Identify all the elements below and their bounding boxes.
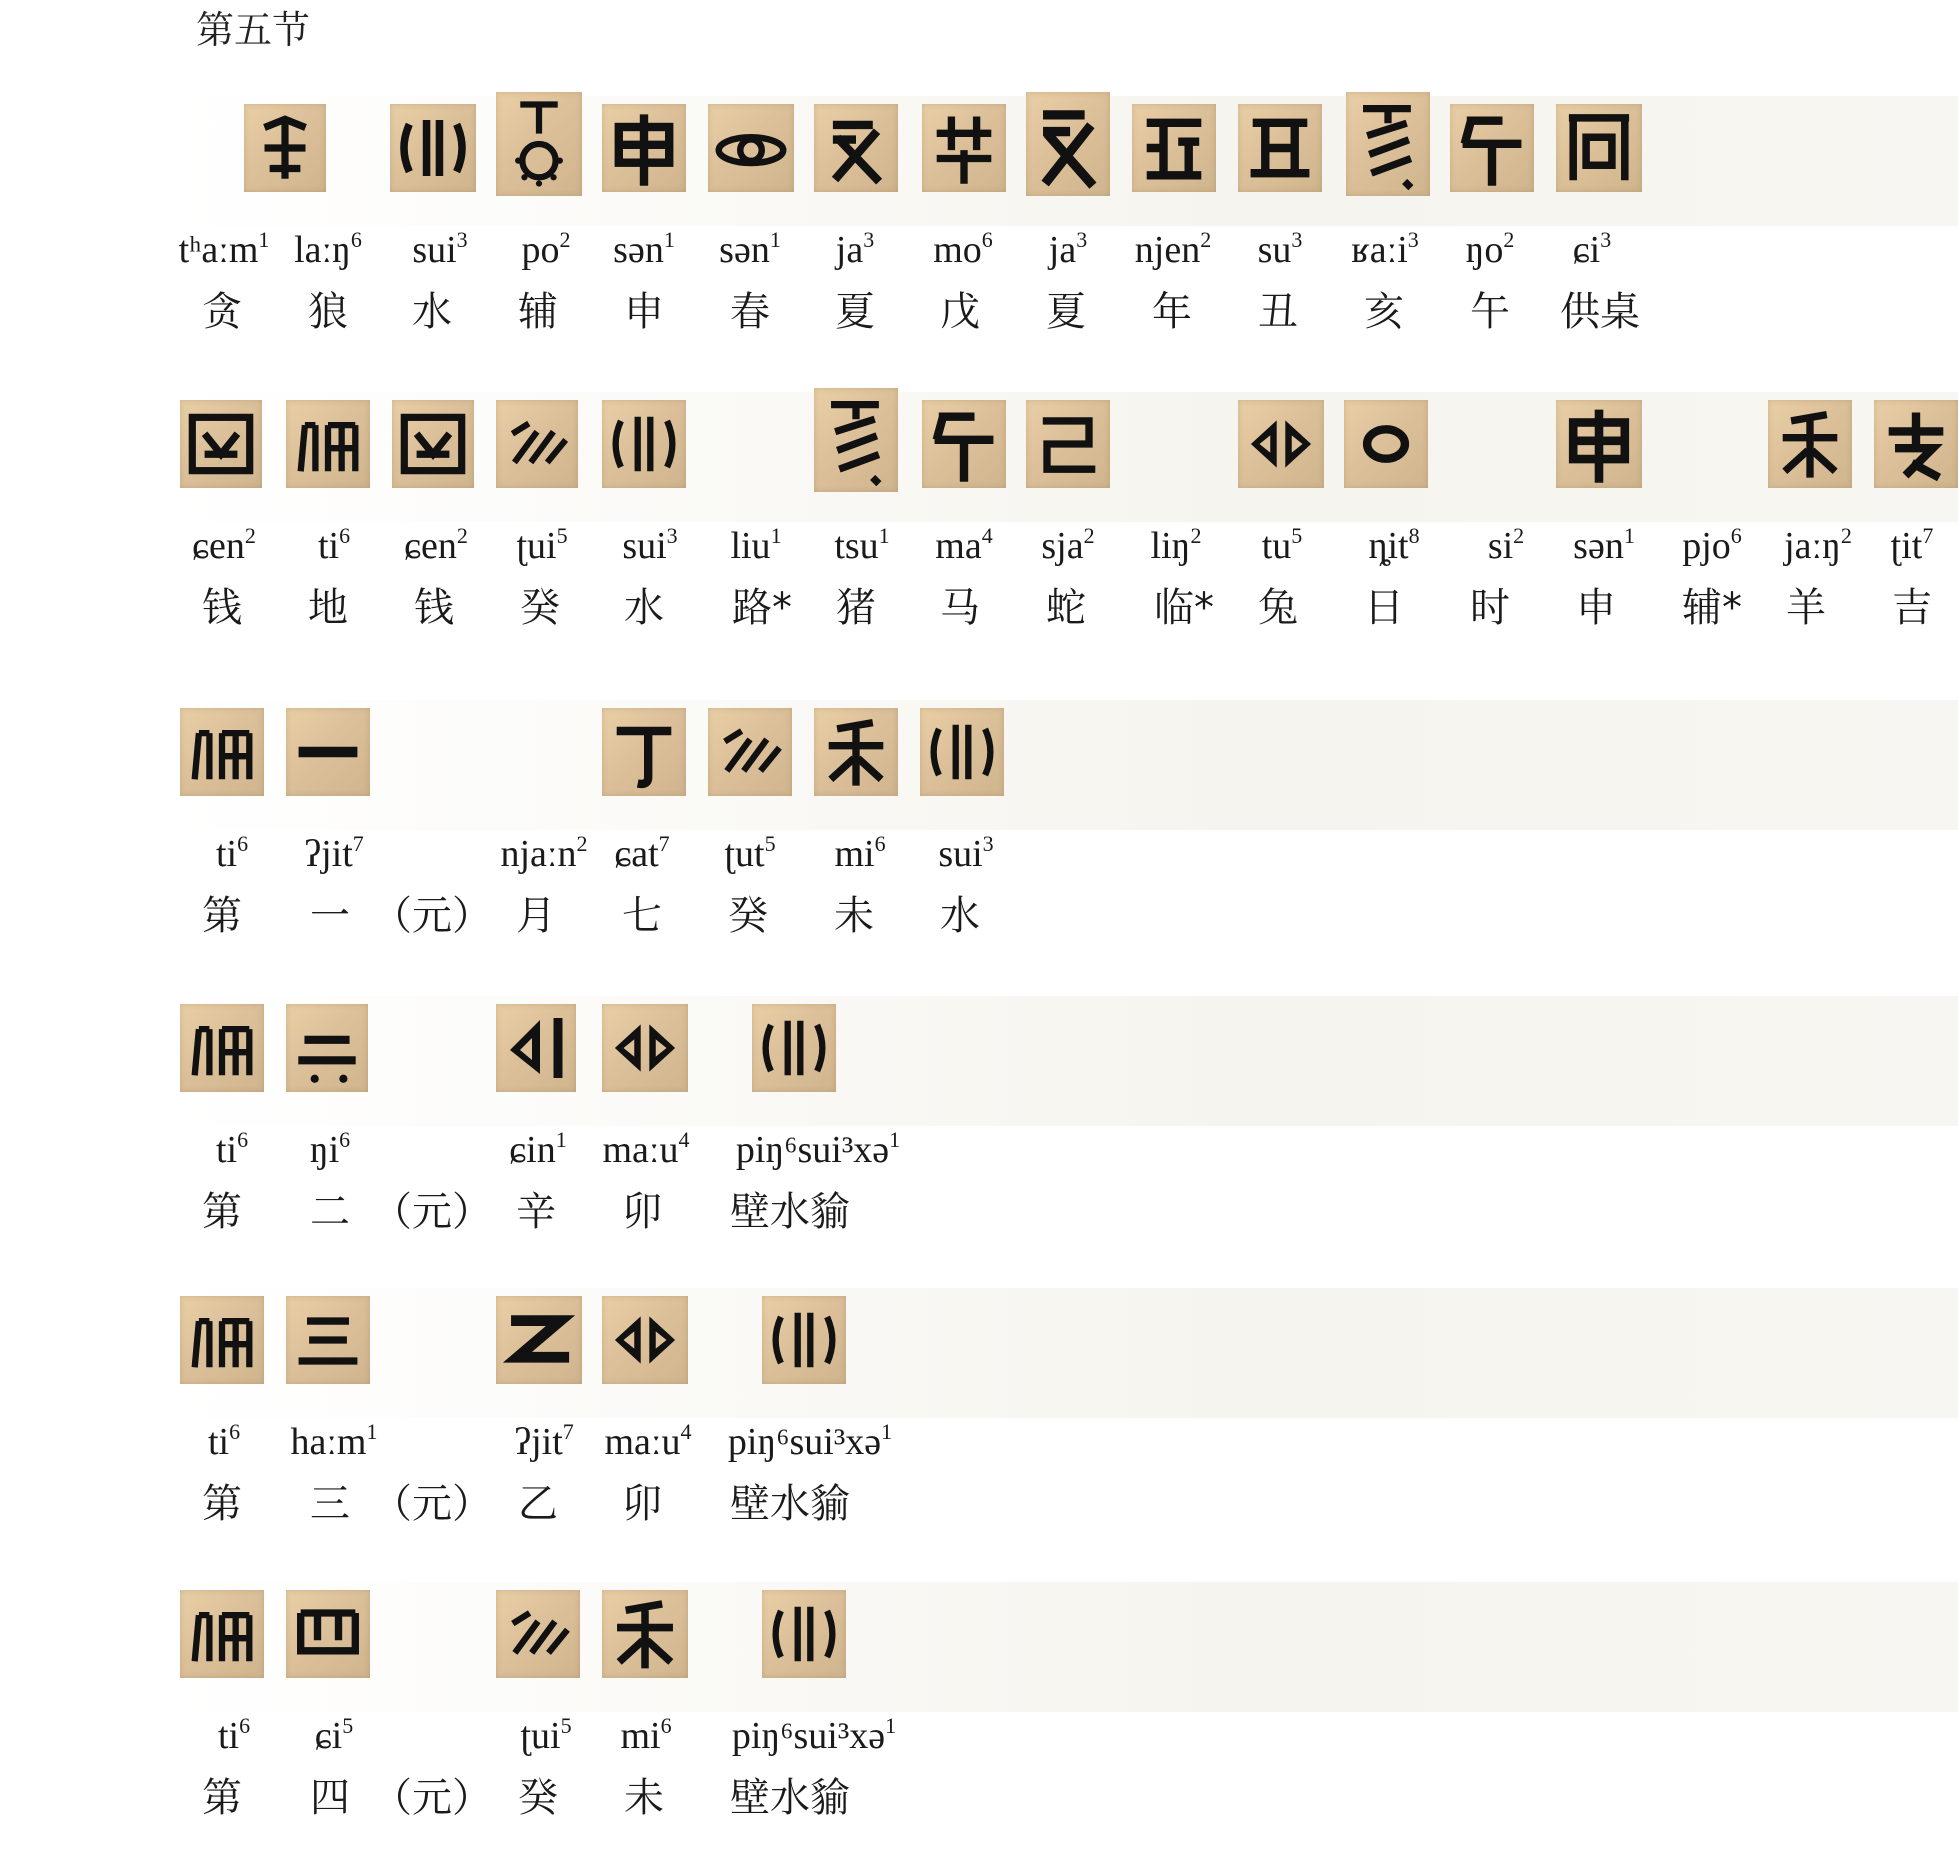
sui-glyph: [1874, 400, 1958, 488]
reading: laːŋ$^6$: [294, 227, 362, 271]
gloss: 卯: [622, 1481, 662, 1527]
reading: ɕat$^7$: [614, 831, 670, 875]
sui-glyph: [1238, 104, 1322, 192]
sui-glyph: [392, 400, 474, 488]
gloss: 年: [1152, 289, 1192, 335]
glyph-row-3: [0, 700, 1958, 980]
reading: $ti^6$: [215, 1127, 249, 1171]
sui-glyph: [602, 1296, 688, 1384]
sui-glyph: [1450, 104, 1534, 192]
reading: ȵit$^8$: [1368, 523, 1420, 567]
gloss: 狼: [308, 289, 348, 335]
reading: $ja^3$: [835, 227, 875, 271]
gloss: 未: [834, 893, 874, 939]
gloss: 二: [310, 1189, 350, 1235]
sui-glyph: [1768, 400, 1852, 488]
gloss: 第: [202, 893, 242, 939]
gloss: 乙: [518, 1481, 558, 1527]
glyph-row-5: [0, 1288, 1958, 1568]
gloss: 猪: [836, 585, 876, 631]
gloss: （元）: [372, 1775, 492, 1821]
reading: sui$^3$: [938, 831, 994, 875]
reading: ɕen$^2$: [404, 523, 468, 567]
sui-glyph: [602, 104, 686, 192]
gloss: 春: [730, 289, 770, 335]
sui-glyph: [920, 708, 1004, 796]
gloss: 三: [310, 1481, 350, 1527]
gloss: 日: [1364, 585, 1404, 631]
sui-glyph: [814, 708, 898, 796]
reading: $si^2$: [1487, 523, 1525, 567]
gloss: 兔: [1258, 585, 1298, 631]
reading: pjo$^6$: [1682, 523, 1742, 567]
reading: maːu$^4$: [602, 1127, 690, 1171]
gloss: 申: [1576, 585, 1616, 631]
reading: piŋ⁶sui³xə$^1$: [735, 1127, 901, 1171]
reading: ʈui$^5$: [520, 1713, 572, 1757]
sui-glyph: [496, 1590, 580, 1678]
gloss: 临*: [1154, 585, 1214, 631]
gloss: 第: [202, 1481, 242, 1527]
reading: piŋ⁶sui³xə$^1$: [731, 1713, 897, 1757]
reading: ɕi$^3$: [1572, 227, 1612, 271]
reading: njaːn$^2$: [500, 831, 588, 875]
reading: ɕin$^1$: [509, 1127, 567, 1171]
sui-glyph: [1344, 400, 1428, 488]
gloss: 时: [1470, 585, 1510, 631]
sui-glyph: [496, 92, 582, 196]
reading: $ti^6$: [215, 831, 249, 875]
reading: maːu$^4$: [604, 1419, 692, 1463]
sui-glyph: [1132, 104, 1216, 192]
gloss: （元）: [372, 1189, 492, 1235]
sui-glyph: [496, 1004, 576, 1092]
gloss: 戊: [940, 289, 980, 335]
reading: $mo^6$: [933, 227, 993, 271]
gloss: 马: [940, 585, 980, 631]
glyph-row-4: [0, 996, 1958, 1276]
gloss: 第: [202, 1775, 242, 1821]
reading: ʔjit$^7$: [514, 1419, 574, 1463]
reading: piŋ⁶sui³xə$^1$: [727, 1419, 893, 1463]
sui-glyph: [1026, 400, 1110, 488]
gloss: 夏: [835, 289, 875, 335]
reading: ɕen$^2$: [192, 523, 256, 567]
sui-glyph: [752, 1004, 836, 1092]
reading: sən$^1$: [719, 227, 781, 271]
sui-glyph: [244, 104, 326, 192]
reading: liŋ$^2$: [1150, 523, 1202, 567]
gloss: 辅: [518, 289, 558, 335]
sui-glyph: [286, 708, 370, 796]
gloss: 水: [624, 585, 664, 631]
gloss: 夏: [1046, 289, 1086, 335]
sui-glyph: [286, 1004, 368, 1092]
reading: sən$^1$: [1573, 523, 1635, 567]
glyph-row-2: [0, 392, 1958, 672]
gloss: 月: [516, 893, 556, 939]
reading: ʈui$^5$: [516, 523, 568, 567]
sui-glyph: [602, 1004, 688, 1092]
gloss: 水: [940, 893, 980, 939]
sui-glyph: [708, 708, 792, 796]
reading: tsu$^1$: [834, 523, 890, 567]
section-title: 第五节: [196, 8, 311, 52]
sui-glyph: [922, 104, 1006, 192]
gloss: 壁水貐: [730, 1189, 850, 1235]
reading: $mi^6$: [834, 831, 886, 875]
sui-glyph: [1346, 92, 1430, 196]
reading: $ja^3$: [1048, 227, 1088, 271]
reading: $ŋi^6$: [309, 1127, 351, 1171]
reading: $ma^4$: [935, 523, 993, 567]
sui-glyph: [180, 1296, 264, 1384]
reading: $ti^6$: [317, 523, 351, 567]
reading: $ti^6$: [207, 1419, 241, 1463]
reading: sui$^3$: [622, 523, 678, 567]
sui-glyph: [1556, 400, 1642, 488]
sui-glyph: [496, 400, 578, 488]
reading: $ti^6$: [217, 1713, 251, 1757]
gloss: 七: [622, 893, 662, 939]
reading: ʁaːi$^3$: [1351, 227, 1419, 271]
reading: $mi^6$: [620, 1713, 672, 1757]
sui-glyph: [922, 400, 1006, 488]
sui-glyph: [1238, 400, 1324, 488]
gloss: 卯: [622, 1189, 662, 1235]
sui-glyph: [814, 388, 898, 492]
gloss: 申: [624, 289, 664, 335]
gloss: 一: [310, 893, 350, 939]
gloss: 路*: [732, 585, 792, 631]
gloss: 辛: [516, 1189, 556, 1235]
gloss: 癸: [728, 893, 768, 939]
gloss: 壁水貐: [730, 1775, 850, 1821]
reading: ʔjit$^7$: [304, 831, 364, 875]
gloss: 四: [310, 1775, 350, 1821]
reading: $ŋo^2$: [1465, 227, 1515, 271]
gloss: 第: [202, 1189, 242, 1235]
sui-glyph: [286, 400, 370, 488]
reading: tʰaːm$^1$: [178, 227, 270, 271]
reading: liu$^1$: [730, 523, 782, 567]
reading: $po^2$: [521, 227, 571, 271]
reading: sja$^2$: [1041, 523, 1095, 567]
sui-glyph: [180, 1004, 264, 1092]
gloss: 丑: [1258, 289, 1298, 335]
sui-glyph: [286, 1590, 370, 1678]
gloss: 地: [308, 585, 348, 631]
gloss: 吉: [1892, 585, 1932, 631]
gloss: （元）: [372, 1481, 492, 1527]
sui-glyph: [1026, 92, 1110, 196]
sui-glyph: [762, 1296, 846, 1384]
gloss: 钱: [202, 585, 242, 631]
gloss: （元）: [372, 893, 492, 939]
reading: ɕi$^5$: [314, 1713, 354, 1757]
glyph-row-1: [0, 96, 1958, 376]
gloss: 蛇: [1046, 585, 1086, 631]
gloss: 壁水貐: [730, 1481, 850, 1527]
reading: jaːŋ$^2$: [1784, 523, 1852, 567]
glyph-row-6: [0, 1582, 1958, 1862]
gloss: 钱: [414, 585, 454, 631]
sui-glyph: [814, 104, 898, 192]
sui-glyph: [762, 1590, 846, 1678]
gloss: 癸: [520, 585, 560, 631]
reading: sui$^3$: [412, 227, 468, 271]
gloss: 午: [1470, 289, 1510, 335]
gloss: 贪: [202, 289, 242, 335]
sui-glyph: [180, 400, 262, 488]
gloss: 供桌: [1560, 289, 1640, 335]
gloss: 水: [412, 289, 452, 335]
reading: ʈit$^7$: [1890, 523, 1934, 567]
reading: $tu^5$: [1261, 523, 1303, 567]
gloss: 羊: [1786, 585, 1826, 631]
reading: njen$^2$: [1134, 227, 1212, 271]
reading: sən$^1$: [613, 227, 675, 271]
reading: $su^3$: [1257, 227, 1303, 271]
sui-glyph: [180, 708, 264, 796]
gloss: 辅*: [1682, 585, 1742, 631]
sui-glyph: [602, 1590, 688, 1678]
sui-glyph: [390, 104, 476, 192]
gloss: 未: [624, 1775, 664, 1821]
gloss: 亥: [1364, 289, 1404, 335]
sui-glyph: [496, 1296, 582, 1384]
gloss: 癸: [518, 1775, 558, 1821]
reading: ʈut$^5$: [724, 831, 776, 875]
sui-glyph: [602, 400, 686, 488]
sui-glyph: [602, 708, 686, 796]
sui-glyph: [180, 1590, 264, 1678]
sui-glyph: [1556, 104, 1642, 192]
sui-glyph: [708, 104, 794, 192]
reading: haːm$^1$: [290, 1419, 378, 1463]
sui-glyph: [286, 1296, 370, 1384]
